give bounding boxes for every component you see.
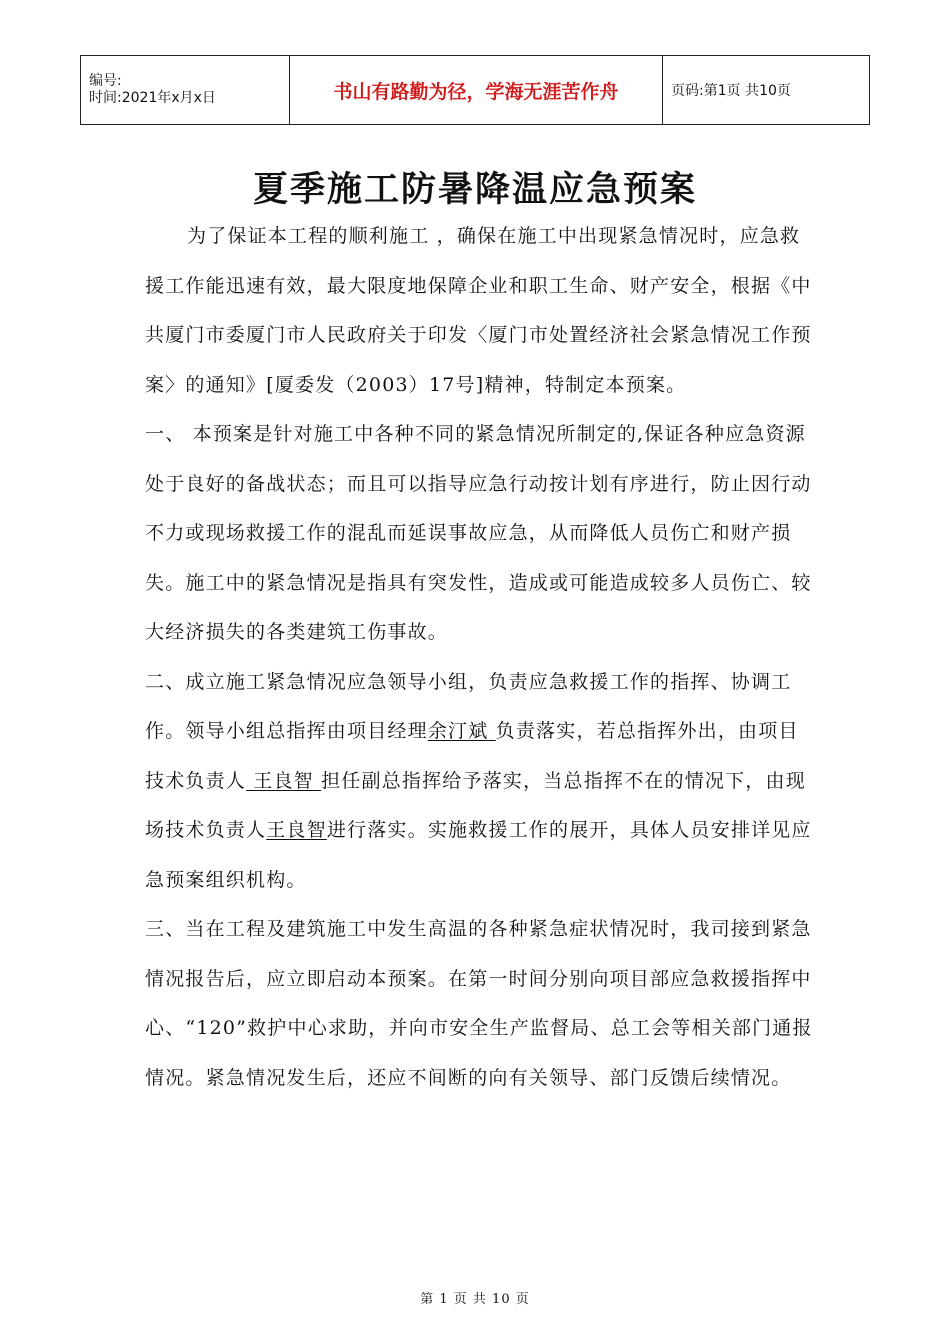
tech-lead-name: 王良智 [246, 769, 322, 792]
p2-text-2: 负责落实，若总指挥外出，由项目技术负责人 [145, 720, 799, 792]
p2-text-4: 进行落实。实施救援工作的展开，具体人员安排详见应急预案组织机构。 [145, 819, 812, 891]
header-meta [81, 56, 290, 125]
header-motto: 书山有路勤为径，学海无涯苦作舟 [290, 56, 663, 125]
document-header [80, 55, 870, 125]
project-manager-name: 余汀斌 [427, 720, 496, 742]
page-footer: 第 1 页 共 10 页 [420, 1292, 530, 1307]
number-label: 编号: [89, 73, 122, 89]
paragraph-3: 三、当在工程及建筑施工中发生高温的各种紧急症状情况时，我司接到紧急情况报告后，应立即启动本预案。在第一时间分别向项目部应急救援指挥中心、“120”救护中心求助，并向市安全生产监督局、总工会等相关部门通报情况。紧急情况发生后，还应不间断的向有关领导、部门反馈后续情况。 [145, 918, 813, 1089]
time-label: 时间:2021年x月x日 [89, 90, 216, 106]
site-tech-lead-name: 王良智 [266, 819, 327, 841]
p2-text-1: 二、成立施工紧急情况应急领导小组，负责应急救援工作的指挥、协调工作。领导小组总指挥由项目经理 [145, 670, 792, 742]
paragraph-intro: 为了保证本工程的顺利施工 ，确保在施工中出现紧急情况时，应急救援工作能迅速有效，最大限度地保障企业和职工生命、财产安全，根据《中共厦门市委厦门市人民政府关于印发〈厦门市处置经济社会紧急情况工作预案〉的通知》[厦委发（2003）17号]精神，特制定本预案。 [145, 225, 812, 396]
header-page-info: 页码:第1页 共10页 [663, 56, 870, 125]
document-body [145, 212, 815, 1103]
document-title: 夏季施工防暑降温应急预案 [252, 170, 697, 210]
p2-text-3: 担任副总指挥给予落实，当总指挥不在的情况下，由现场技术负责人 [145, 769, 806, 841]
paragraph-2 [145, 658, 815, 906]
paragraph-1: 一、 本预案是针对施工中各种不同的紧急情况所制定的,保证各种应急资源处于良好的备战状态；而且可以指导应急行动按计划有序进行，防止因行动不力或现场救援工作的混乱而延误事故应急，从而降低人员伤亡和财产损失。施工中的紧急情况是指具有突发性，造成或可能造成较多人员伤亡、较大经济损失的各类建筑工伤事故。 [145, 423, 812, 643]
